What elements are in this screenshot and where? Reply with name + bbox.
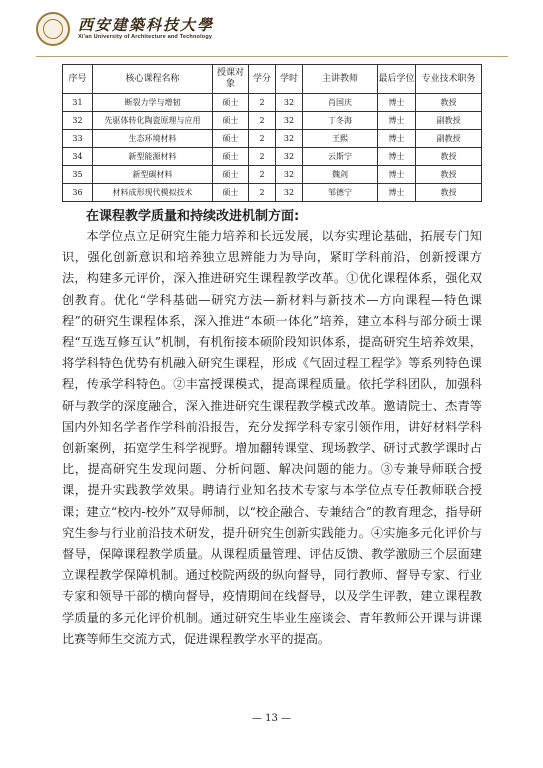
table-cell: 2	[249, 166, 276, 184]
table-cell: 32	[276, 184, 303, 202]
university-seal-icon	[36, 12, 70, 46]
table-cell: 31	[63, 94, 93, 112]
table-cell: 32	[276, 166, 303, 184]
column-header: 学时	[276, 65, 303, 94]
table-cell: 博士	[378, 166, 416, 184]
table-cell: 教授	[416, 148, 482, 166]
table-cell: 王熙	[303, 130, 378, 148]
column-header: 学分	[249, 65, 276, 94]
table-cell: 博士	[378, 112, 416, 130]
table-cell: 2	[249, 148, 276, 166]
table-cell: 硕士	[213, 130, 249, 148]
table-cell: 32	[276, 94, 303, 112]
section-title: 在课程教学质量和持续改进机制方面:	[86, 209, 300, 224]
table-cell: 博士	[378, 184, 416, 202]
body-paragraph: 本学位点立足研究生能力培养和长远发展，以夯实理论基础，拓展专门知识，强化创新意识和培养独立思辨能力为导向，紧盯学科前沿，创新授课方法，构建多元评价，深入推进研究生课程教学改革。①优化课程体系，强化双创教育。优化“学科基础—研究方法—新材料与新技术—方向课程—特色课程”的研究生课程体系，深入推进“本硕一体化”培养，建立本科与部分硕士课程“互选互修互认”机制，有机衔接本硕阶段知识体系，提高研究生培养效果，将学科特色优势有机融入研究生课程，形成《气固过程工程学》等系列特色课程，传承学科特色。②丰富授课模式，提高课程质量。依托学科团队，加强科研与教学的深度融合，深入推进研究生课程教学模式改革。邀请院士、杰青等国内外知名学者作学科前沿报告，充分发挥学科专家引领作用，讲好材料学科创新案例，拓宽学生科学视野。增加翻转课堂、现场教学、研讨式教学课时占比，提高研究生发现问题、分析问题、解决问题的能力。③专兼导师联合授课，提升实践教学效果。聘请行业知名技术专家与本学位点专任教师联合授课；建立“校内-校外”双导师制，以“校企融合、专兼结合”的教育理念，指导研究生参与行业前沿技术研发，提升研究生创新实践能力。④实施多元化评价与督导，保障课程教学质量。从课程质量管理、评估反馈、教学激励三个层面建立课程教学保障机制。通过校院两级的纵向督导，同行教师、督导专家、行业专家和领导干部的横向督导，疫情期间在线督导，以及学生评教，建立课程教学质量的多元化评价机制。通过研究生毕业生座谈会、青年教师公开课与讲课比赛等师生交流方式，促进课程教学水平的提高。	[62, 229, 482, 646]
table-cell: 32	[276, 130, 303, 148]
table-cell: 教授	[416, 184, 482, 202]
table-cell: 34	[63, 148, 93, 166]
table-cell: 材料成形现代模拟技术	[93, 184, 213, 202]
body-text	[62, 226, 482, 650]
table-row	[63, 130, 482, 148]
table-row	[63, 184, 482, 202]
table-cell: 2	[249, 112, 276, 130]
table-cell: 2	[249, 184, 276, 202]
column-header: 核心课程名称	[93, 65, 213, 94]
table-cell: 教授	[416, 166, 482, 184]
university-name-cn: 西安建築科技大學	[78, 16, 215, 34]
table-cell: 副教授	[416, 112, 482, 130]
table-header-row	[63, 65, 482, 94]
table-cell: 博士	[378, 130, 416, 148]
table-cell: 新型碳材料	[93, 166, 213, 184]
table-cell: 硕士	[213, 148, 249, 166]
header-divider	[36, 56, 508, 57]
table-cell: 魏剑	[303, 166, 378, 184]
table-cell: 博士	[378, 94, 416, 112]
table-cell: 云斯宁	[303, 148, 378, 166]
table-cell: 硕士	[213, 184, 249, 202]
table-cell: 博士	[378, 148, 416, 166]
table-cell: 断裂力学与增韧	[93, 94, 213, 112]
table-cell: 32	[276, 112, 303, 130]
table-cell: 生态环境材料	[93, 130, 213, 148]
table-row	[63, 112, 482, 130]
column-header: 专业技术职务	[416, 65, 482, 94]
table-cell: 32	[63, 112, 93, 130]
column-header: 序号	[63, 65, 93, 94]
table-row	[63, 148, 482, 166]
table-cell: 36	[63, 184, 93, 202]
table-cell: 先驱体转化陶瓷原理与应用	[93, 112, 213, 130]
column-header: 最后学位	[378, 65, 416, 94]
table-cell: 2	[249, 130, 276, 148]
table-cell: 新型能源材料	[93, 148, 213, 166]
table-cell: 33	[63, 130, 93, 148]
table-cell: 丁冬海	[303, 112, 378, 130]
table-row	[63, 166, 482, 184]
table-cell: 硕士	[213, 166, 249, 184]
table-cell: 副教授	[416, 130, 482, 148]
table-cell: 2	[249, 94, 276, 112]
column-header: 授课对象	[213, 65, 249, 94]
table-cell: 32	[276, 148, 303, 166]
table-cell: 硕士	[213, 112, 249, 130]
page-number: — 13 —	[251, 713, 292, 724]
table-cell: 肖国庆	[303, 94, 378, 112]
table-cell: 教授	[416, 94, 482, 112]
page-header	[36, 12, 506, 52]
table-cell: 邹德宁	[303, 184, 378, 202]
university-name-en: Xi'an University of Architecture and Technology	[78, 34, 213, 40]
table-cell: 35	[63, 166, 93, 184]
column-header: 主讲教师	[303, 65, 378, 94]
table-row	[63, 94, 482, 112]
course-table	[62, 64, 482, 202]
table-cell: 硕士	[213, 94, 249, 112]
